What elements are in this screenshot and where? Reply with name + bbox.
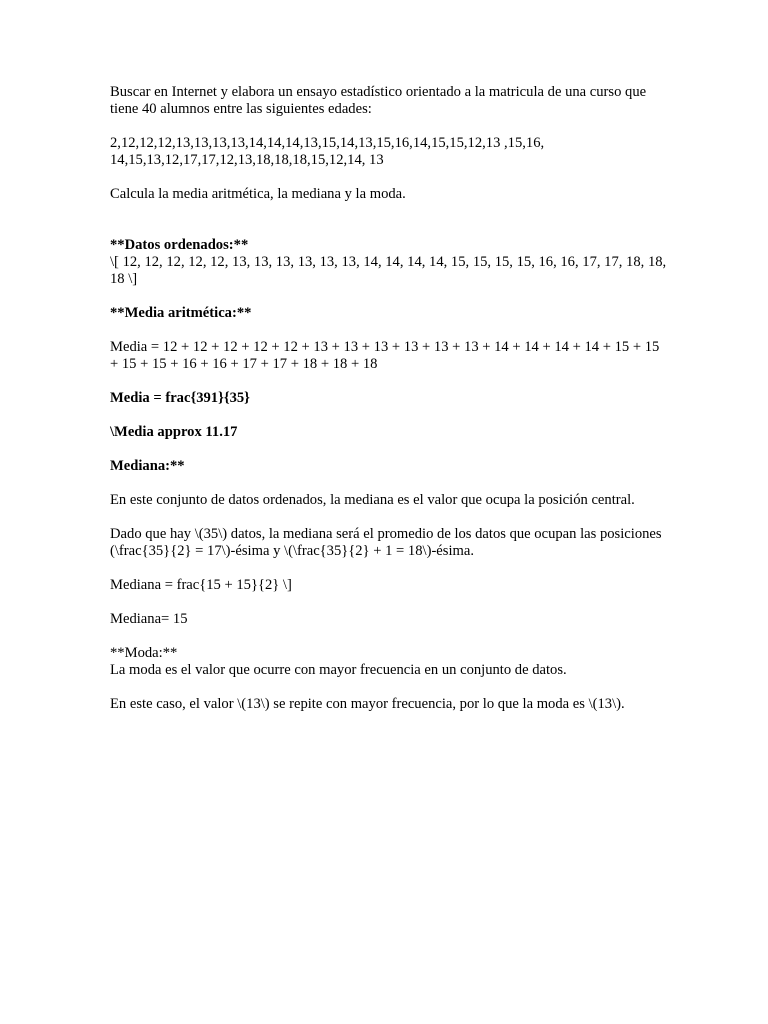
mode-definition: La moda es el valor que ocurre con mayor frecuencia en un conjunto de datos.: [110, 662, 567, 678]
mode-heading: **Moda:**: [110, 645, 178, 661]
mean-fraction: Media = frac{391}{35}: [110, 390, 250, 406]
mean-approx: \Media approx 11.17: [110, 424, 238, 440]
sorted-data-values: \[ 12, 12, 12, 12, 12, 13, 13, 13, 13, 13, 13, 14, 14, 14, 14, 15, 15, 15, 15, 16, 16, 17, 17, 18, 18, 18 \]: [110, 254, 667, 287]
sorted-data-heading: **Datos ordenados:**: [110, 237, 249, 253]
median-heading: Mediana:**: [110, 458, 185, 474]
age-data-line: 2,12,12,12,13,13,13,13,14,14,14,13,15,14,13,15,16,14,15,15,12,13 ,15,16, 14,15,13,12,17,17,12,13,18,18,18,15,12,14, 13: [110, 135, 545, 168]
instruction-paragraph: Calcula la media aritmética, la mediana y la moda.: [110, 186, 406, 202]
mean-sum: Media = 12 + 12 + 12 + 12 + 12 + 13 + 13 + 13 + 13 + 13 + 13 + 14 + 14 + 14 + 14 + 15 + 15 + 15 + 15 + 16 + 16 + 17 + 17 + 18 + 18 + 18: [110, 339, 660, 372]
intro-paragraph: Buscar en Internet y elabora un ensayo estadístico orientado a la matricula de una curso que tiene 40 alumnos entre las siguientes edades:: [110, 84, 647, 117]
median-result: Mediana= 15: [110, 611, 188, 627]
median-formula: Mediana = frac{15 + 15}{2} \]: [110, 577, 292, 593]
mode-result: En este caso, el valor \(13\) se repite con mayor frecuencia, por lo que la moda es \(13\).: [110, 696, 625, 712]
median-positions: Dado que hay \(35\) datos, la mediana será el promedio de los datos que ocupan las posiciones (\frac{35}{2} = 17\)-ésima y \(\frac{35}{2} + 1 = 18\)-ésima.: [110, 526, 662, 559]
mean-heading: **Media aritmética:**: [110, 305, 252, 321]
median-explanation: En este conjunto de datos ordenados, la mediana es el valor que ocupa la posición central.: [110, 492, 635, 508]
document-body: [110, 84, 670, 713]
